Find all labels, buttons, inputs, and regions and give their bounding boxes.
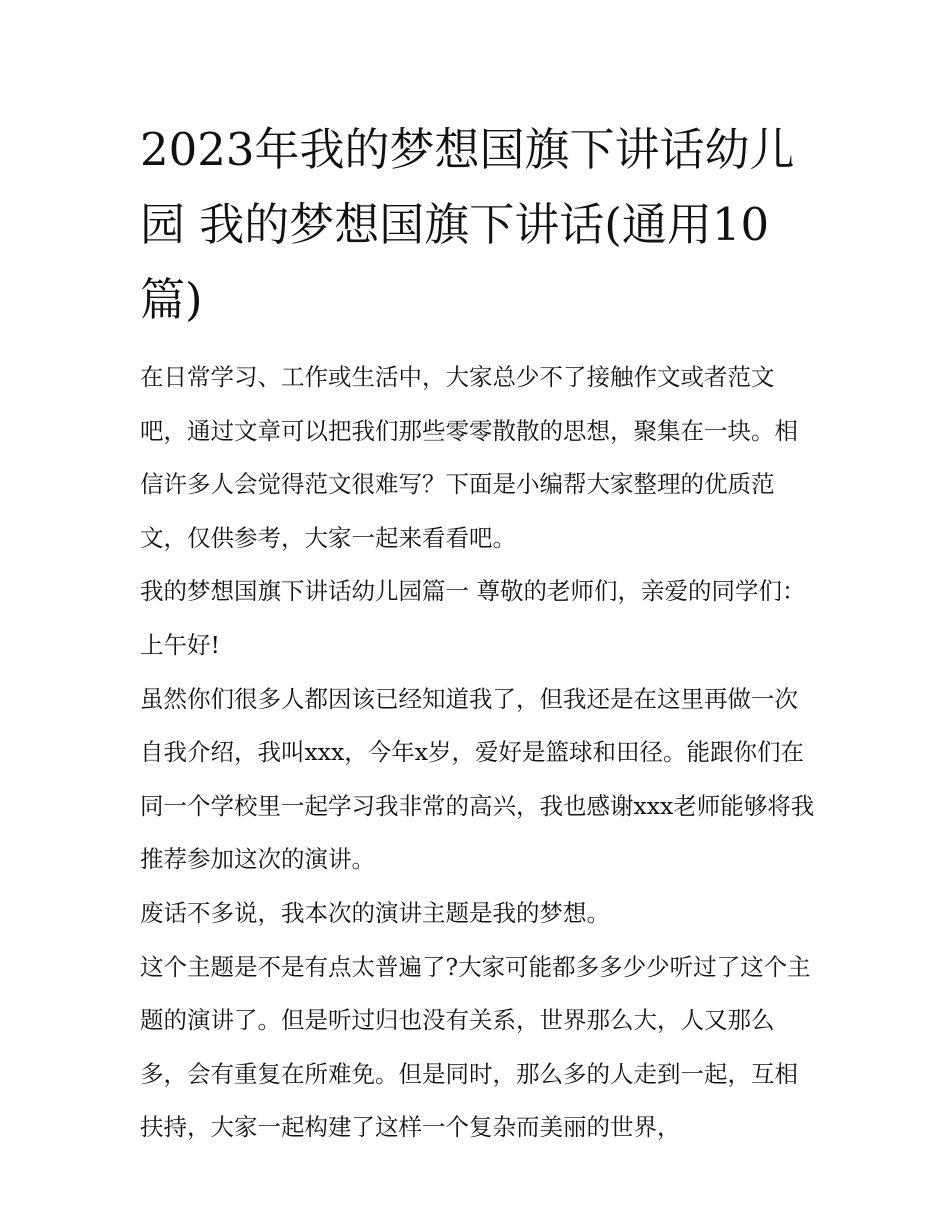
paragraph-topic: 废话不多说，我本次的演讲主题是我的梦想。 [140,898,610,927]
document-title: 2023年我的梦想国旗下讲话幼儿园 我的梦想国旗下讲话(通用10篇) [140,123,795,326]
paragraph-intro: 在日常学习、工作或生活中，大家总少不了接触作文或者范文吧，通过文章可以把我们那些零零散散的思想，聚集在一块。相信许多人会觉得范文很难写？下面是小编帮大家整理的优质范文，仅供参考，大家一起来看看吧。 [140,363,798,552]
document-page [140,112,815,1155]
paragraph-self-intro: 虽然你们很多人都因该已经知道我了，但我还是在这里再做一次自我介绍，我叫xxx，今年x岁，爱好是篮球和田径。能跟你们在同一个学校里一起学习我非常的高兴，我也感谢xxx老师能够将我推荐参加这次的演讲。 [140,684,815,874]
paragraph-body: 这个主题是不是有点太普遍了?大家可能都多多少少听过了这个主题的演讲了。但是听过归也没有关系，世界那么大，人又那么多，会有重复在所难免。但是同时，那么多的人走到一起，互相扶持，大家一起构建了这样一个复杂而美丽的世界， [140,952,811,1142]
paragraph-greeting: 我的梦想国旗下讲话幼儿园篇一 尊敬的老师们，亲爱的同学们： 上午好! [140,577,806,659]
